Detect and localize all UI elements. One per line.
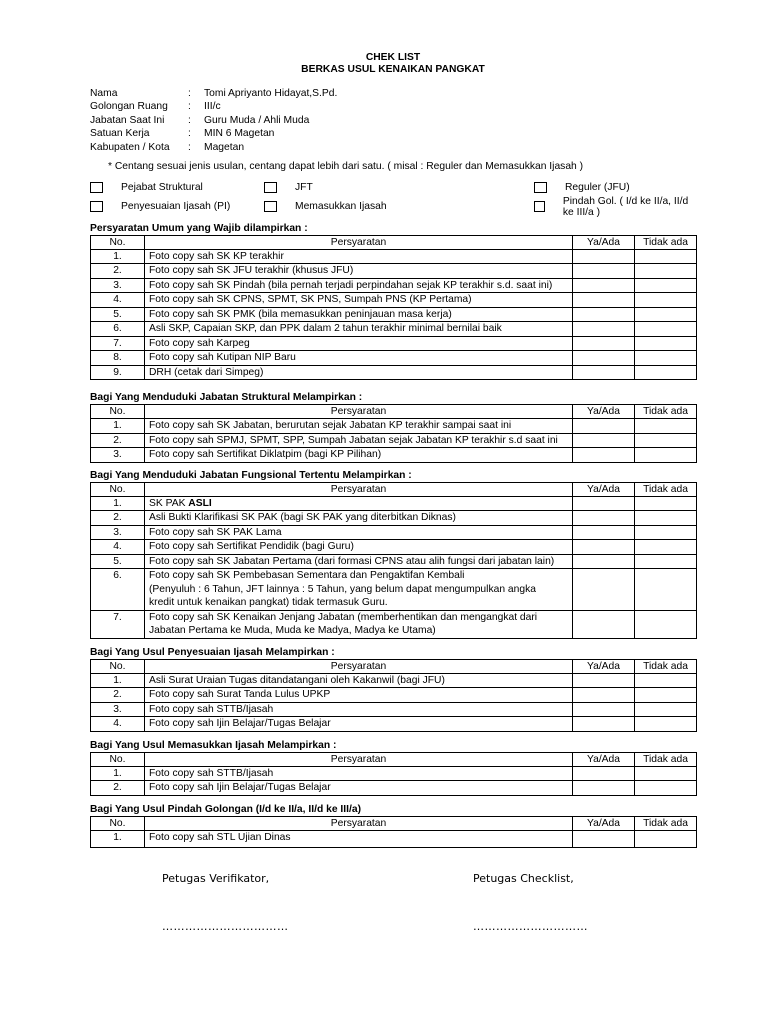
table-row: 4. Foto copy sah SK CPNS, SPMT, SK PNS, Sumpah PNS (KP Pertama)	[91, 293, 697, 308]
table-row: 4. Foto copy sah Ijin Belajar/Tugas Belajar	[91, 717, 697, 732]
option-jft[interactable]: JFT	[264, 181, 313, 195]
tidak-cell[interactable]	[635, 702, 697, 717]
table-row: 1. Foto copy sah SK Jabatan, berurutan sejak Jabatan KP terakhir sampai saat ini	[91, 419, 697, 434]
table-row: 6. Asli SKP, Capaian SKP, dan PPK dalam 2 tahun terakhir minimal bernilai baik	[91, 322, 697, 337]
ya-cell[interactable]	[573, 419, 635, 434]
table-row: 3. Foto copy sah STTB/Ijasah	[91, 702, 697, 717]
tidak-cell[interactable]	[635, 610, 697, 638]
ya-cell[interactable]	[573, 322, 635, 337]
ya-cell[interactable]	[573, 830, 635, 847]
ya-cell[interactable]	[573, 351, 635, 366]
table-row: 5. Foto copy sah SK PMK (bila memasukkan peninjauan masa kerja)	[91, 307, 697, 322]
title-line-1: CHEK LIST	[365, 52, 421, 63]
table-row: 2. Foto copy sah Ijin Belajar/Tugas Belajar	[91, 781, 697, 796]
info-row-jabatan: Jabatan Saat Ini : Guru Muda / Ahli Muda	[90, 114, 310, 126]
table-header: No. Persyaratan Ya/Ada Tidak ada	[91, 405, 697, 419]
signature-line-verifikator: ……………………………	[162, 920, 289, 933]
ya-cell[interactable]	[573, 554, 635, 569]
ya-cell[interactable]	[573, 336, 635, 351]
tidak-cell[interactable]	[635, 293, 697, 308]
section-title-memasukkan: Bagi Yang Usul Memasukkan Ijasah Melampirkan :	[90, 739, 337, 751]
tidak-cell[interactable]	[635, 781, 697, 796]
table-header: No. Persyaratan Ya/Ada Tidak ada	[91, 482, 697, 496]
table-row: 3. Foto copy sah SK PAK Lama	[91, 525, 697, 540]
doc-title	[90, 52, 696, 76]
tidak-cell[interactable]	[635, 766, 697, 781]
table-header: No. Persyaratan Ya/Ada Tidak ada	[91, 659, 697, 673]
section-title-fungsional: Bagi Yang Menduduki Jabatan Fungsional Tertentu Melampirkan :	[90, 469, 412, 481]
tidak-cell[interactable]	[635, 688, 697, 703]
ya-cell[interactable]	[573, 249, 635, 264]
table-row: 4. Foto copy sah Sertifikat Pendidik (bagi Guru)	[91, 540, 697, 555]
table-row: 2. Asli Bukti Klarifikasi SK PAK (bagi SK PAK yang diterbitkan Diknas)	[91, 511, 697, 526]
tidak-cell[interactable]	[635, 365, 697, 380]
ya-cell[interactable]	[573, 673, 635, 688]
checkbox[interactable]	[534, 182, 547, 193]
section-title-penyesuaian: Bagi Yang Usul Penyesuaian Ijasah Melampirkan :	[90, 646, 335, 658]
applicant-info	[90, 87, 696, 154]
info-value-kabupaten: Magetan	[204, 141, 245, 153]
table-row: 2. Foto copy sah SPMJ, SPMT, SPP, Sumpah Jabatan sejak Jabatan KP terakhir s.d saat ini	[91, 433, 697, 448]
option-pejabat-struktural[interactable]: Pejabat Struktural	[90, 181, 203, 195]
table-row: 1. Foto copy sah SK KP terakhir	[91, 249, 697, 264]
ya-cell[interactable]	[573, 511, 635, 526]
ya-cell[interactable]	[573, 264, 635, 279]
info-value-jabatan: Guru Muda / Ahli Muda	[204, 114, 310, 126]
tidak-cell[interactable]	[635, 569, 697, 611]
table-header: No. Persyaratan Ya/Ada Tidak ada	[91, 752, 697, 766]
checkbox[interactable]	[90, 201, 103, 212]
table-row: 3. Foto copy sah SK Pindah (bila pernah terjadi perpindahan sejak KP terakhir s.d. saat ini)	[91, 278, 697, 293]
info-row-golongan: Golongan Ruang : III/c	[90, 101, 221, 113]
table-row: 7. Foto copy sah SK Kenaikan Jenjang Jabatan (memberhentikan dan mengangkat dari Jabatan Pertama ke Muda, Muda ke Madya, Madya ke Utama)	[91, 610, 697, 638]
info-value-nama: Tomi Apriyanto Hidayat,S.Pd.	[204, 88, 338, 99]
ya-cell[interactable]	[573, 569, 635, 611]
signature-verifikator: Petugas Verifikator,	[162, 872, 270, 885]
ya-cell[interactable]	[573, 433, 635, 448]
tidak-cell[interactable]	[635, 448, 697, 463]
table-row: 8. Foto copy sah Kutipan NIP Baru	[91, 351, 697, 366]
bold-asli: ASLI	[188, 497, 212, 509]
table-row: 7. Foto copy sah Karpeg	[91, 336, 697, 351]
info-row-satuan: Satuan Kerja : MIN 6 Magetan	[90, 128, 275, 140]
option-penyesuaian[interactable]: Penyesuaian Ijasah (PI)	[90, 200, 230, 214]
ya-cell[interactable]	[573, 307, 635, 322]
document-page	[90, 52, 696, 848]
tidak-cell[interactable]	[635, 336, 697, 351]
signature-line-checklist: …………………………	[473, 920, 588, 933]
ya-cell[interactable]	[573, 702, 635, 717]
table-umum	[90, 235, 697, 381]
ya-cell[interactable]	[573, 610, 635, 638]
section-title-struktural: Bagi Yang Menduduki Jabatan Struktural Melampirkan :	[90, 392, 363, 404]
section-title-umum: Persyaratan Umum yang Wajib dilampirkan :	[90, 222, 308, 234]
tidak-cell[interactable]	[635, 540, 697, 555]
ya-cell[interactable]	[573, 448, 635, 463]
option-reguler[interactable]: Reguler (JFU)	[534, 181, 630, 195]
info-row-kabupaten: Kabupaten / Kota : Magetan	[90, 141, 245, 153]
option-pindah[interactable]: Pindah Gol. ( I/d ke II/a, II/d ke III/a )	[534, 200, 696, 214]
ya-cell[interactable]	[573, 278, 635, 293]
info-value-satuan: MIN 6 Magetan	[204, 128, 275, 140]
checkbox[interactable]	[90, 182, 103, 193]
table-header: No. Persyaratan Ya/Ada Tidak ada	[91, 816, 697, 830]
table-row: 1. Foto copy sah STL Ujian Dinas	[91, 830, 697, 847]
table-row: 1. SK PAK ASLI	[91, 496, 697, 511]
checkbox[interactable]	[534, 201, 545, 212]
table-fungsional	[90, 482, 697, 639]
table-row: 1. Asli Surat Uraian Tugas ditandatangani oleh Kakanwil (bagi JFU)	[91, 673, 697, 688]
info-row-nama: Nama : Tomi Apriyanto Hidayat,S.Pd.	[90, 88, 338, 99]
table-row: 2. Foto copy sah SK JFU terakhir (khusus JFU)	[91, 264, 697, 279]
table-row: 5. Foto copy sah SK Jabatan Pertama (dari formasi CPNS atau alih fungsi dari jabatan lain)	[91, 554, 697, 569]
table-struktural	[90, 404, 697, 463]
tidak-cell[interactable]	[635, 351, 697, 366]
signature-checklist: Petugas Checklist,	[473, 872, 574, 885]
ya-cell[interactable]	[573, 496, 635, 511]
table-header: No. Persyaratan Ya/Ada Tidak ada	[91, 235, 697, 249]
ya-cell[interactable]	[573, 717, 635, 732]
table-row: 3. Foto copy sah Sertifikat Diklatpim (bagi KP Pilihan)	[91, 448, 697, 463]
ya-cell[interactable]	[573, 766, 635, 781]
ya-cell[interactable]	[573, 688, 635, 703]
ya-cell[interactable]	[573, 781, 635, 796]
tidak-cell[interactable]	[635, 673, 697, 688]
table-row: 2. Foto copy sah Surat Tanda Lulus UPKP	[91, 688, 697, 703]
table-penyesuaian	[90, 659, 697, 732]
table-row: 9. DRH (cetak dari Simpeg)	[91, 365, 697, 380]
ya-cell[interactable]	[573, 540, 635, 555]
tidak-cell[interactable]	[635, 717, 697, 732]
table-row: 6. Foto copy sah SK Pembebasan Sementara dan Pengaktifan Kembali (Penyuluh : 6 Tahun, JFT lainnya : 5 Tahun, yang belum dapat mengumpulkan angka kredit untuk kenaikan pangkat) tidak termasuk Guru.	[91, 569, 697, 611]
tidak-cell[interactable]	[635, 264, 697, 279]
tidak-cell[interactable]	[635, 419, 697, 434]
tidak-cell[interactable]	[635, 525, 697, 540]
table-memasukkan	[90, 752, 697, 796]
tidak-cell[interactable]	[635, 830, 697, 847]
proposal-options	[90, 178, 696, 218]
table-row: 1. Foto copy sah STTB/Ijasah	[91, 766, 697, 781]
ya-cell[interactable]	[573, 365, 635, 380]
section-title-pindah: Bagi Yang Usul Pindah Golongan (I/d ke II/a, II/d ke III/a)	[90, 803, 362, 815]
tidak-cell[interactable]	[635, 496, 697, 511]
instruction-note: * Centang sesuai jenis usulan, centang dapat lebih dari satu. ( misal : Reguler dan Memasukkan Ijasah )	[108, 160, 584, 172]
title-line-2: BERKAS USUL KENAIKAN PANGKAT	[301, 64, 485, 75]
option-memasukkan[interactable]: Memasukkan Ijasah	[264, 200, 387, 214]
info-value-golongan: III/c	[204, 101, 221, 113]
table-pindah	[90, 816, 697, 848]
ya-cell[interactable]	[573, 525, 635, 540]
tidak-cell[interactable]	[635, 249, 697, 264]
tidak-cell[interactable]	[635, 511, 697, 526]
tidak-cell[interactable]	[635, 322, 697, 337]
tidak-cell[interactable]	[635, 278, 697, 293]
tidak-cell[interactable]	[635, 433, 697, 448]
checkbox[interactable]	[264, 201, 277, 212]
tidak-cell[interactable]	[635, 307, 697, 322]
ya-cell[interactable]	[573, 293, 635, 308]
checkbox[interactable]	[264, 182, 277, 193]
tidak-cell[interactable]	[635, 554, 697, 569]
